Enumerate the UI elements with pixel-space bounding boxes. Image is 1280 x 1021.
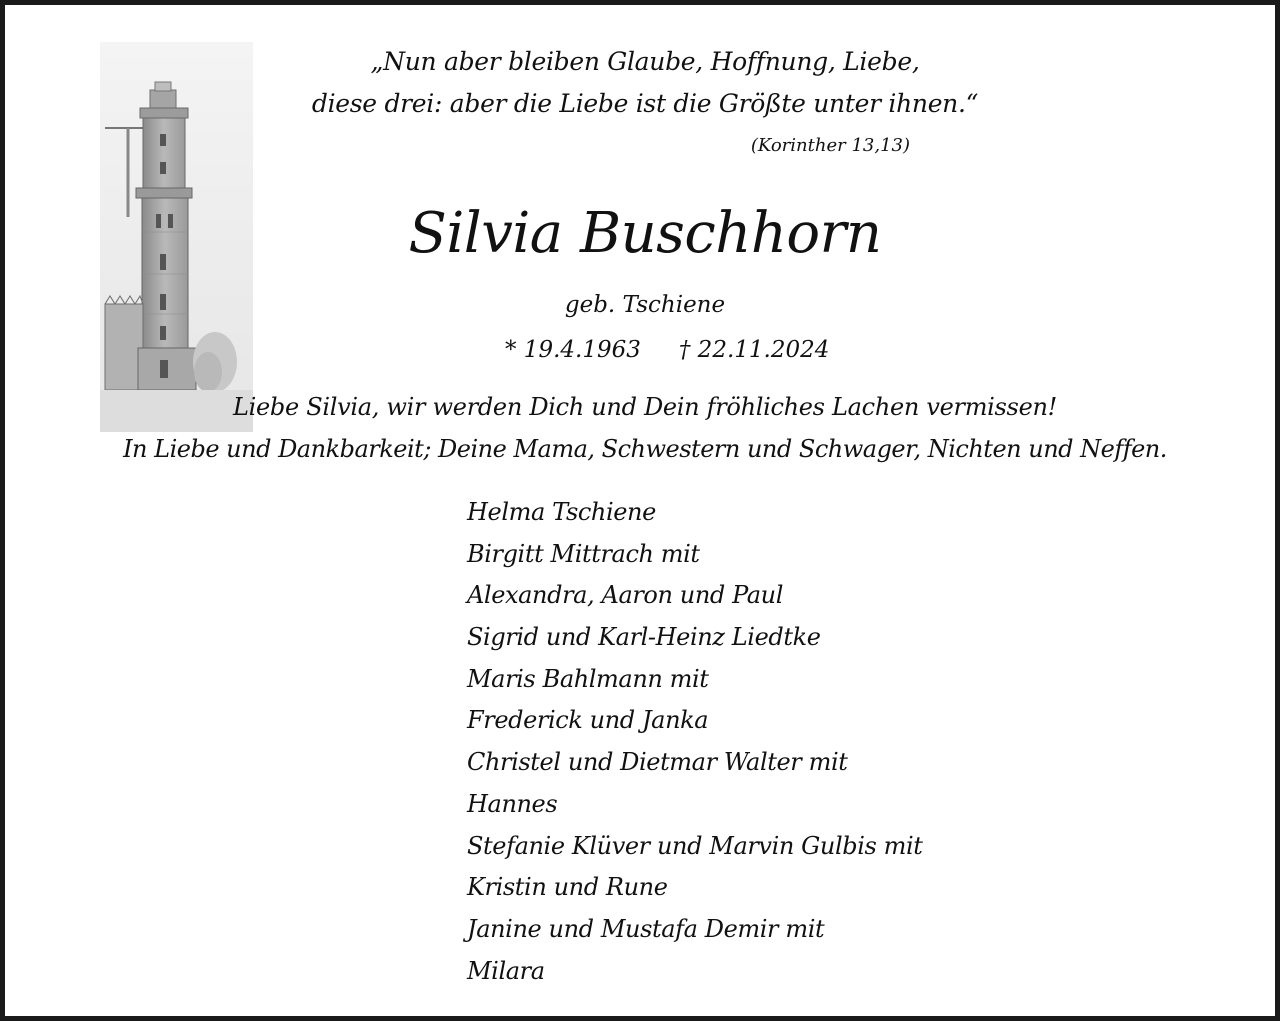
maiden-name: geb. Tschiene [564,292,726,318]
mourner-line: Maris Bahlmann mit [467,664,709,693]
farewell-message-1: Liebe Silvia, wir werden Dich und Dein fröhliches Lachen vermissen! [233,393,1057,421]
mourner-line: Hannes [467,789,558,818]
deceased-name: Silvia Buschhorn [408,201,882,266]
mourner-line: Helma Tschiene [467,498,656,526]
quote-source: (Korinther 13,13) [750,135,910,156]
mourner-line: Janine und Mustafa Demir mit [467,914,825,943]
mourners-list [467,492,923,992]
birth-date: * 19.4.1963 [505,337,641,363]
quote-line-1: „Nun aber bleiben Glaube, Hoffnung, Liebe, [370,47,920,76]
mourner-line: Sigrid und Karl-Heinz Liedtke [467,623,821,652]
death-date: † 22.11.2024 [678,337,830,363]
mourner-line: Stefanie Klüver und Marvin Gulbis mit [467,831,923,860]
quote-line-2: diese drei: aber die Liebe ist die Größte unter ihnen.“ [311,89,979,118]
mourner-line: Birgitt Mittrach mit [467,539,700,568]
mourner-line: Christel und Dietmar Walter mit [467,748,848,777]
mourner-line: Frederick und Janka [467,706,709,735]
life-dates [445,337,845,363]
mourner-line: Milara [467,956,545,985]
farewell-message-2: In Liebe und Dankbarkeit; Deine Mama, Schwestern und Schwager, Nichten und Neffen. [123,435,1167,463]
mourner-line: Alexandra, Aaron und Paul [467,581,783,610]
mourner-line: Kristin und Rune [467,873,668,902]
